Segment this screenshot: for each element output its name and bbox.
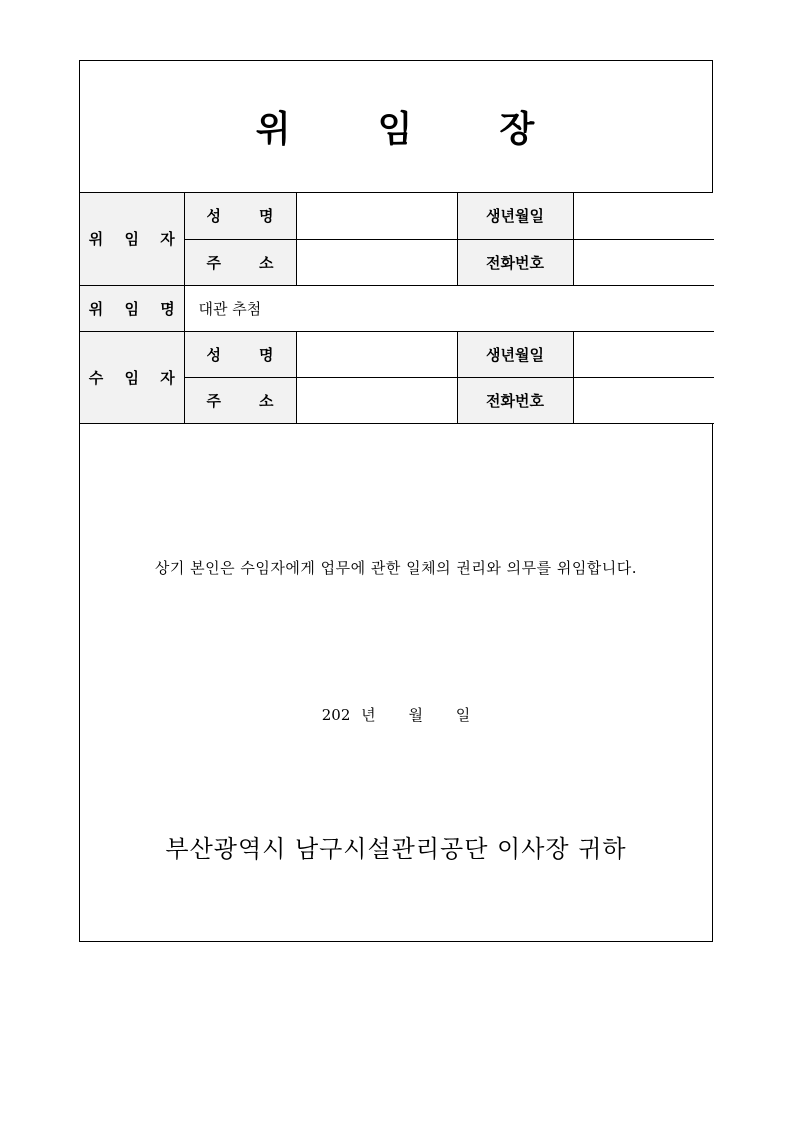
date-year-unit: 년 bbox=[361, 706, 376, 724]
document-frame bbox=[79, 60, 713, 942]
delegate-phone-label: 전화번호 bbox=[457, 377, 573, 423]
name-label-part2: 명 bbox=[259, 345, 274, 364]
name-label-part1: 성 bbox=[206, 207, 221, 226]
delegate-name-label bbox=[184, 331, 296, 377]
delegate-group-label: 수 임 자 bbox=[80, 331, 184, 423]
date-month-unit: 월 bbox=[408, 706, 423, 724]
date-day-unit: 일 bbox=[455, 706, 471, 724]
date-line bbox=[80, 704, 712, 725]
delegate-name-field[interactable] bbox=[296, 331, 457, 377]
recipient-line: 부산광역시 남구시설관리공단 이사장 귀하 bbox=[165, 835, 627, 863]
delegate-name-row bbox=[80, 331, 714, 377]
document-title: 위 임 장 bbox=[80, 61, 712, 193]
address-label-part2: 소 bbox=[259, 253, 274, 272]
purpose-row bbox=[80, 285, 714, 331]
delegation-statement: 상기 본인은 수임자에게 업무에 관한 일체의 권리와 의무를 위임합니다. bbox=[154, 559, 638, 577]
name-label-part2: 명 bbox=[259, 207, 274, 226]
delegator-phone-field[interactable] bbox=[573, 239, 714, 285]
purpose-label: 위 임 명 bbox=[80, 285, 184, 331]
delegator-group-label: 위 임 자 bbox=[80, 193, 184, 285]
date-year-prefix: 202 bbox=[321, 706, 351, 724]
address-label-part1: 주 bbox=[206, 391, 221, 410]
address-label-part2: 소 bbox=[259, 391, 274, 410]
delegator-name-row bbox=[80, 193, 714, 239]
delegate-address-field[interactable] bbox=[296, 377, 457, 423]
delegate-phone-field[interactable] bbox=[573, 377, 714, 423]
delegate-address-label bbox=[184, 377, 296, 423]
delegator-address-field[interactable] bbox=[296, 239, 457, 285]
purpose-field[interactable]: 대관 추첨 bbox=[184, 285, 714, 331]
delegate-birth-field[interactable] bbox=[573, 331, 714, 377]
address-label-part1: 주 bbox=[206, 253, 221, 272]
delegator-name-field[interactable] bbox=[296, 193, 457, 239]
delegator-name-label bbox=[184, 193, 296, 239]
delegator-address-label bbox=[184, 239, 296, 285]
info-table bbox=[80, 193, 714, 424]
name-label-part1: 성 bbox=[206, 345, 221, 364]
delegator-birth-field[interactable] bbox=[573, 193, 714, 239]
delegator-birth-label: 생년월일 bbox=[457, 193, 573, 239]
delegator-phone-label: 전화번호 bbox=[457, 239, 573, 285]
delegate-birth-label: 생년월일 bbox=[457, 331, 573, 377]
